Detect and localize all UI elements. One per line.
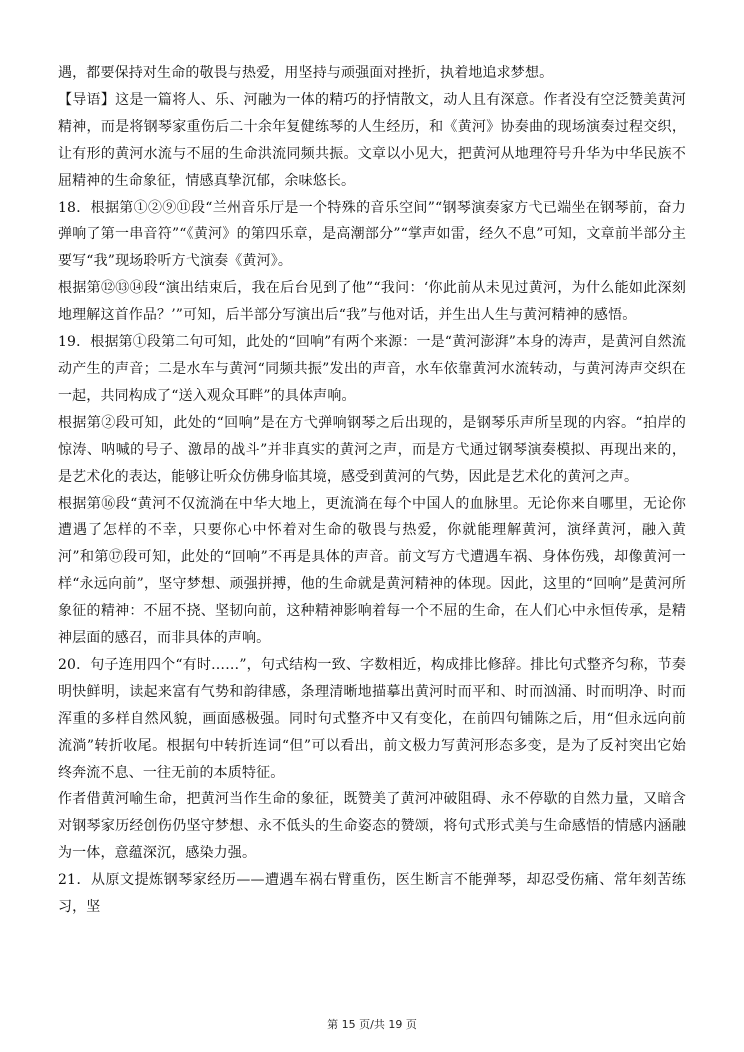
paragraph-answer-21: 21．从原文提炼钢琴家经历——遭遇车祸右臂重伤，医生断言不能弹琴，却忍受伤痛、常年刻苦练习，坚 xyxy=(58,872,686,916)
paragraph-answer-20-part2: 作者借黄河喻生命，把黄河当作生命的象征，既赞美了黄河冲破阻碍、永不停歇的自然力量，又暗含对钢琴家历经创伤仍坚守梦想、永不低头的生命姿态的赞颂，将句式形式美与生命感悟的情感内涵融为一体，意蕴深沉，感染力强。 xyxy=(58,791,686,862)
paragraph-answer-19-part2: 根据第②段可知，此处的“回响”是在方弋弹响钢琴之后出现的，是钢琴乐声所呈现的内容。“拍岸的惊涛、呐喊的号子、激昂的战斗”并非真实的黄河之声，而是方弋通过钢琴演奏模拟、再现出来的，是艺术化的表达，能够让听众仿佛身临其境，感受到黄河的气势，因此是艺术化的黄河之声。 xyxy=(58,414,686,485)
paragraph-guide: 【导语】这是一篇将人、乐、河融为一体的精巧的抒情散文，动人且有深意。作者没有空泛赞美黄河精神，而是将钢琴家重伤后二十余年复健练琴的人生经历，和《黄河》协奏曲的现场演奏过程交织，让有形的黄河水流与不屈的生命洪流同频共振。文章以小见大，把黄河从地理符号升华为中华民族不屈精神的生命象征，情感真挚沉郁，余味悠长。 xyxy=(58,91,686,189)
paragraph-answer-18-part2: 根据第⑫⑬⑭段“演出结束后，我在后台见到了他”“我问：‘你此前从未见过黄河，为什么能如此深刻地理解这首作品？’”可知，后半部分写演出后“我”与他对话，并生出人生与黄河精神的感悟。 xyxy=(58,280,686,324)
paragraph-continuation: 遇，都要保持对生命的敬畏与热爱，用坚持与顽强面对挫折，执着地追求梦想。 xyxy=(58,65,554,81)
paragraph-answer-20: 20．句子连用四个“有时……”，句式结构一致、字数相近，构成排比修辞。排比句式整齐匀称，节奏明快鲜明，读起来富有气势和韵律感，条理清晰地描摹出黄河时而平和、时而汹涌、时而明净、时而浑重的多样自然风貌，画面感极强。同时句式整齐中又有变化，在前四句铺陈之后，用“但永远向前流淌”转折收尾。根据句中转折连词“但”可以看出，前文极力写黄河形态多变，是为了反衬突出它始终奔流不息、一往无前的本质特征。 xyxy=(58,656,686,781)
paragraph-answer-19: 19．根据第①段第二句可知，此处的“回响”有两个来源：一是“黄河澎湃”本身的涛声，是黄河自然流动产生的声音；二是水车与黄河“同频共振”发出的声音，水车依靠黄河水流转动，与黄河涛声交织在一起，共同构成了“送入观众耳畔”的具体声响。 xyxy=(58,334,686,404)
paragraph-answer-18: 18．根据第①②⑨⑪段“兰州音乐厅是一个特殊的音乐空间”“钢琴演奏家方弋已端坐在钢琴前，奋力弹响了第一串音符”“《黄河》的第四乐章，是高潮部分”“掌声如雷，经久不息”可知，文章前半部分主要写“我”现场聆听方弋演奏《黄河》。 xyxy=(58,199,686,270)
document-body xyxy=(58,60,686,921)
paragraph-answer-19-part3: 根据第⑯段“黄河不仅流淌在中华大地上，更流淌在每个中国人的血脉里。无论你来自哪里，无论你遭遇了怎样的不幸，只要你心中怀着对生命的敬畏与热爱，你就能理解黄河，演绎黄河，融入黄河”和第⑰段可知，此处的“回响”不再是具体的声音。前文写方弋遭遇车祸、身体伤残，却像黄河一样“永远向前”，坚守梦想、顽强拼搏，他的生命就是黄河精神的体现。因此，这里的“回响”是黄河所象征的精神：不屈不挠、坚韧向前，这种精神影响着每一个不屈的生命，在人们心中永恒传承，是精神层面的感召，而非具体的声响。 xyxy=(58,495,686,647)
page-footer: 第 15 页/共 19 页 xyxy=(327,1018,417,1031)
